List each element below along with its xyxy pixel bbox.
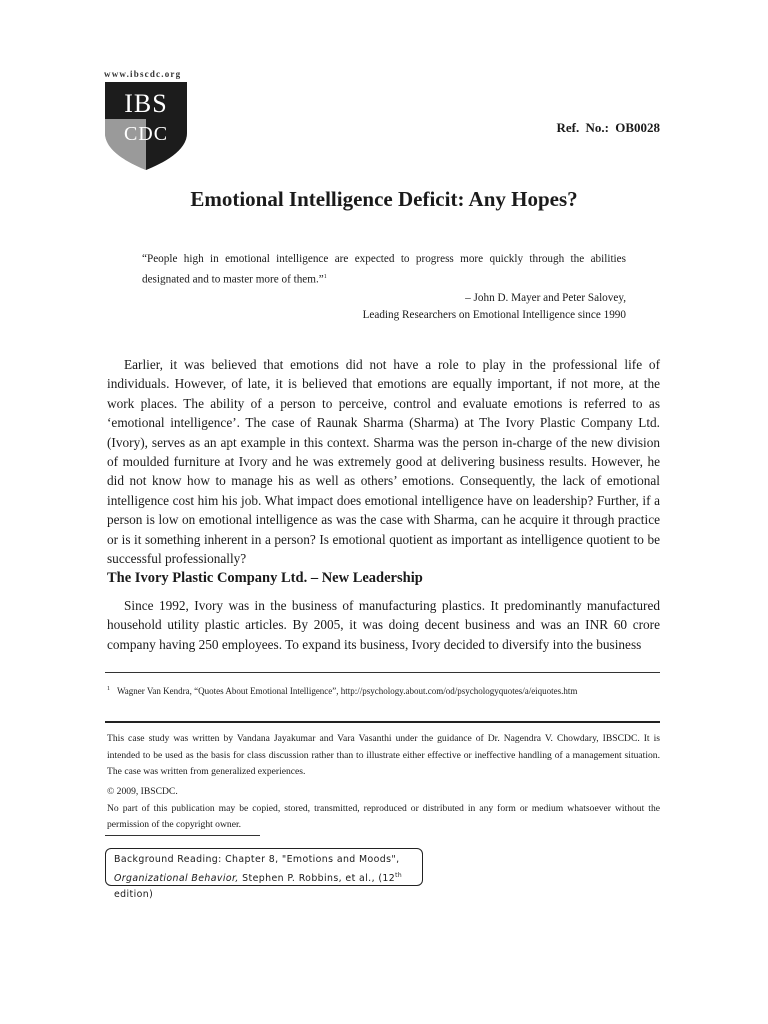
- copyright-block: [107, 784, 660, 834]
- site-url: www.ibscdc.org: [104, 69, 182, 79]
- logo-text-ibs: IBS: [124, 89, 168, 118]
- footnote-divider: [105, 672, 660, 673]
- epigraph-attribution: [363, 290, 626, 324]
- epigraph-author: – John D. Mayer and Peter Salovey,: [465, 292, 626, 304]
- background-reading-edition-sup: th: [395, 872, 403, 879]
- footnote: [107, 683, 667, 697]
- intro-paragraph-text: Earlier, it was believed that emotions did not have a role to play in the professional life of individuals. However, of late, it is believed that emotions are equally important, if not more, at the work places. The ability of a person to perceive, control and evaluate emotions is referred to as ‘emotional intelligence’. The case of Raunak Sharma (Sharma) at The Ivory Plastic Company Ltd. (Ivory), serves as an apt example in this context. Sharma was the person in-charge of the new division of moulded furniture at Ivory and he was extremely good at delivering business results. However, he did not know how to manage his as well as others’ emotions. Consequently, the lack of emotional intelligence cost him his job. What impact does emotional intelligence have on leadership? Further, if a person is low on emotional intelligence as was the case with Sharma, can he acquire it through practice or is it something inherent in a person? Is emotional quotient as important as intelligence quotient to be successful professionally?: [107, 357, 660, 567]
- copyright-underline: [105, 835, 260, 836]
- copyright-line: © 2009, IBSCDC.: [107, 786, 178, 797]
- epigraph-affiliation: Leading Researchers on Emotional Intelligence since 1990: [362, 309, 626, 321]
- section-paragraph: [107, 596, 660, 654]
- case-note-divider: [105, 721, 660, 723]
- footnote-text: Wagner Van Kendra, “Quotes About Emotional Intelligence”, http://psychology.about.com/od/psychologyquotes/a/eiquotes.htm: [117, 686, 578, 696]
- background-reading-authors: Stephen P. Robbins, et al., (12: [238, 873, 396, 885]
- logo-text-cdc: CDC: [123, 123, 169, 145]
- epigraph-quote-text: “People high in emotional intelligence are expected to progress more quickly through the abilities designated and to master more of them.”: [142, 253, 626, 286]
- epigraph-quote: [142, 250, 626, 289]
- section-paragraph-text: Since 1992, Ivory was in the business of manufacturing plastics. It predominantly manufactured household utility plastic articles. By 2005, it was doing decent business and was an INR 60 crore company having 250 employees. To expand its business, Ivory decided to diversify into the business: [107, 598, 660, 652]
- background-reading-box: [105, 848, 423, 901]
- page-title: Emotional Intelligence Deficit: Any Hopes?: [190, 187, 578, 211]
- background-reading-book: Organizational Behavior,: [114, 873, 239, 885]
- case-note-text: This case study was written by Vandana Jayakumar and Vara Vasanthi under the guidance of Dr. Nagendra V. Chowdary, IBSCDC. It is intended to be used as the basis for class discussion rather than to illustrate either effective or ineffective handling of a management situation. The case was written from generalized experiences.: [107, 733, 660, 777]
- reference-number: Ref. No.: OB0028: [556, 120, 660, 135]
- background-reading-line1: Background Reading: Chapter 8, "Emotions and Moods",: [114, 854, 400, 865]
- footnote-mark: 1: [107, 686, 110, 692]
- case-note: [107, 731, 660, 781]
- section-heading: The Ivory Plastic Company Ltd. – New Leadership: [107, 570, 423, 586]
- copyright-notice: No part of this publication may be copied, stored, transmitted, reproduced or distributed in any form or medium whatsoever without the permission of the copyright owner.: [107, 802, 660, 830]
- epigraph-footnote-mark: 1: [323, 274, 327, 280]
- ibscdc-logo: [103, 81, 189, 171]
- background-reading-edition-end: edition): [114, 889, 154, 901]
- intro-paragraph: [107, 355, 660, 568]
- background-reading-line2: [114, 868, 422, 903]
